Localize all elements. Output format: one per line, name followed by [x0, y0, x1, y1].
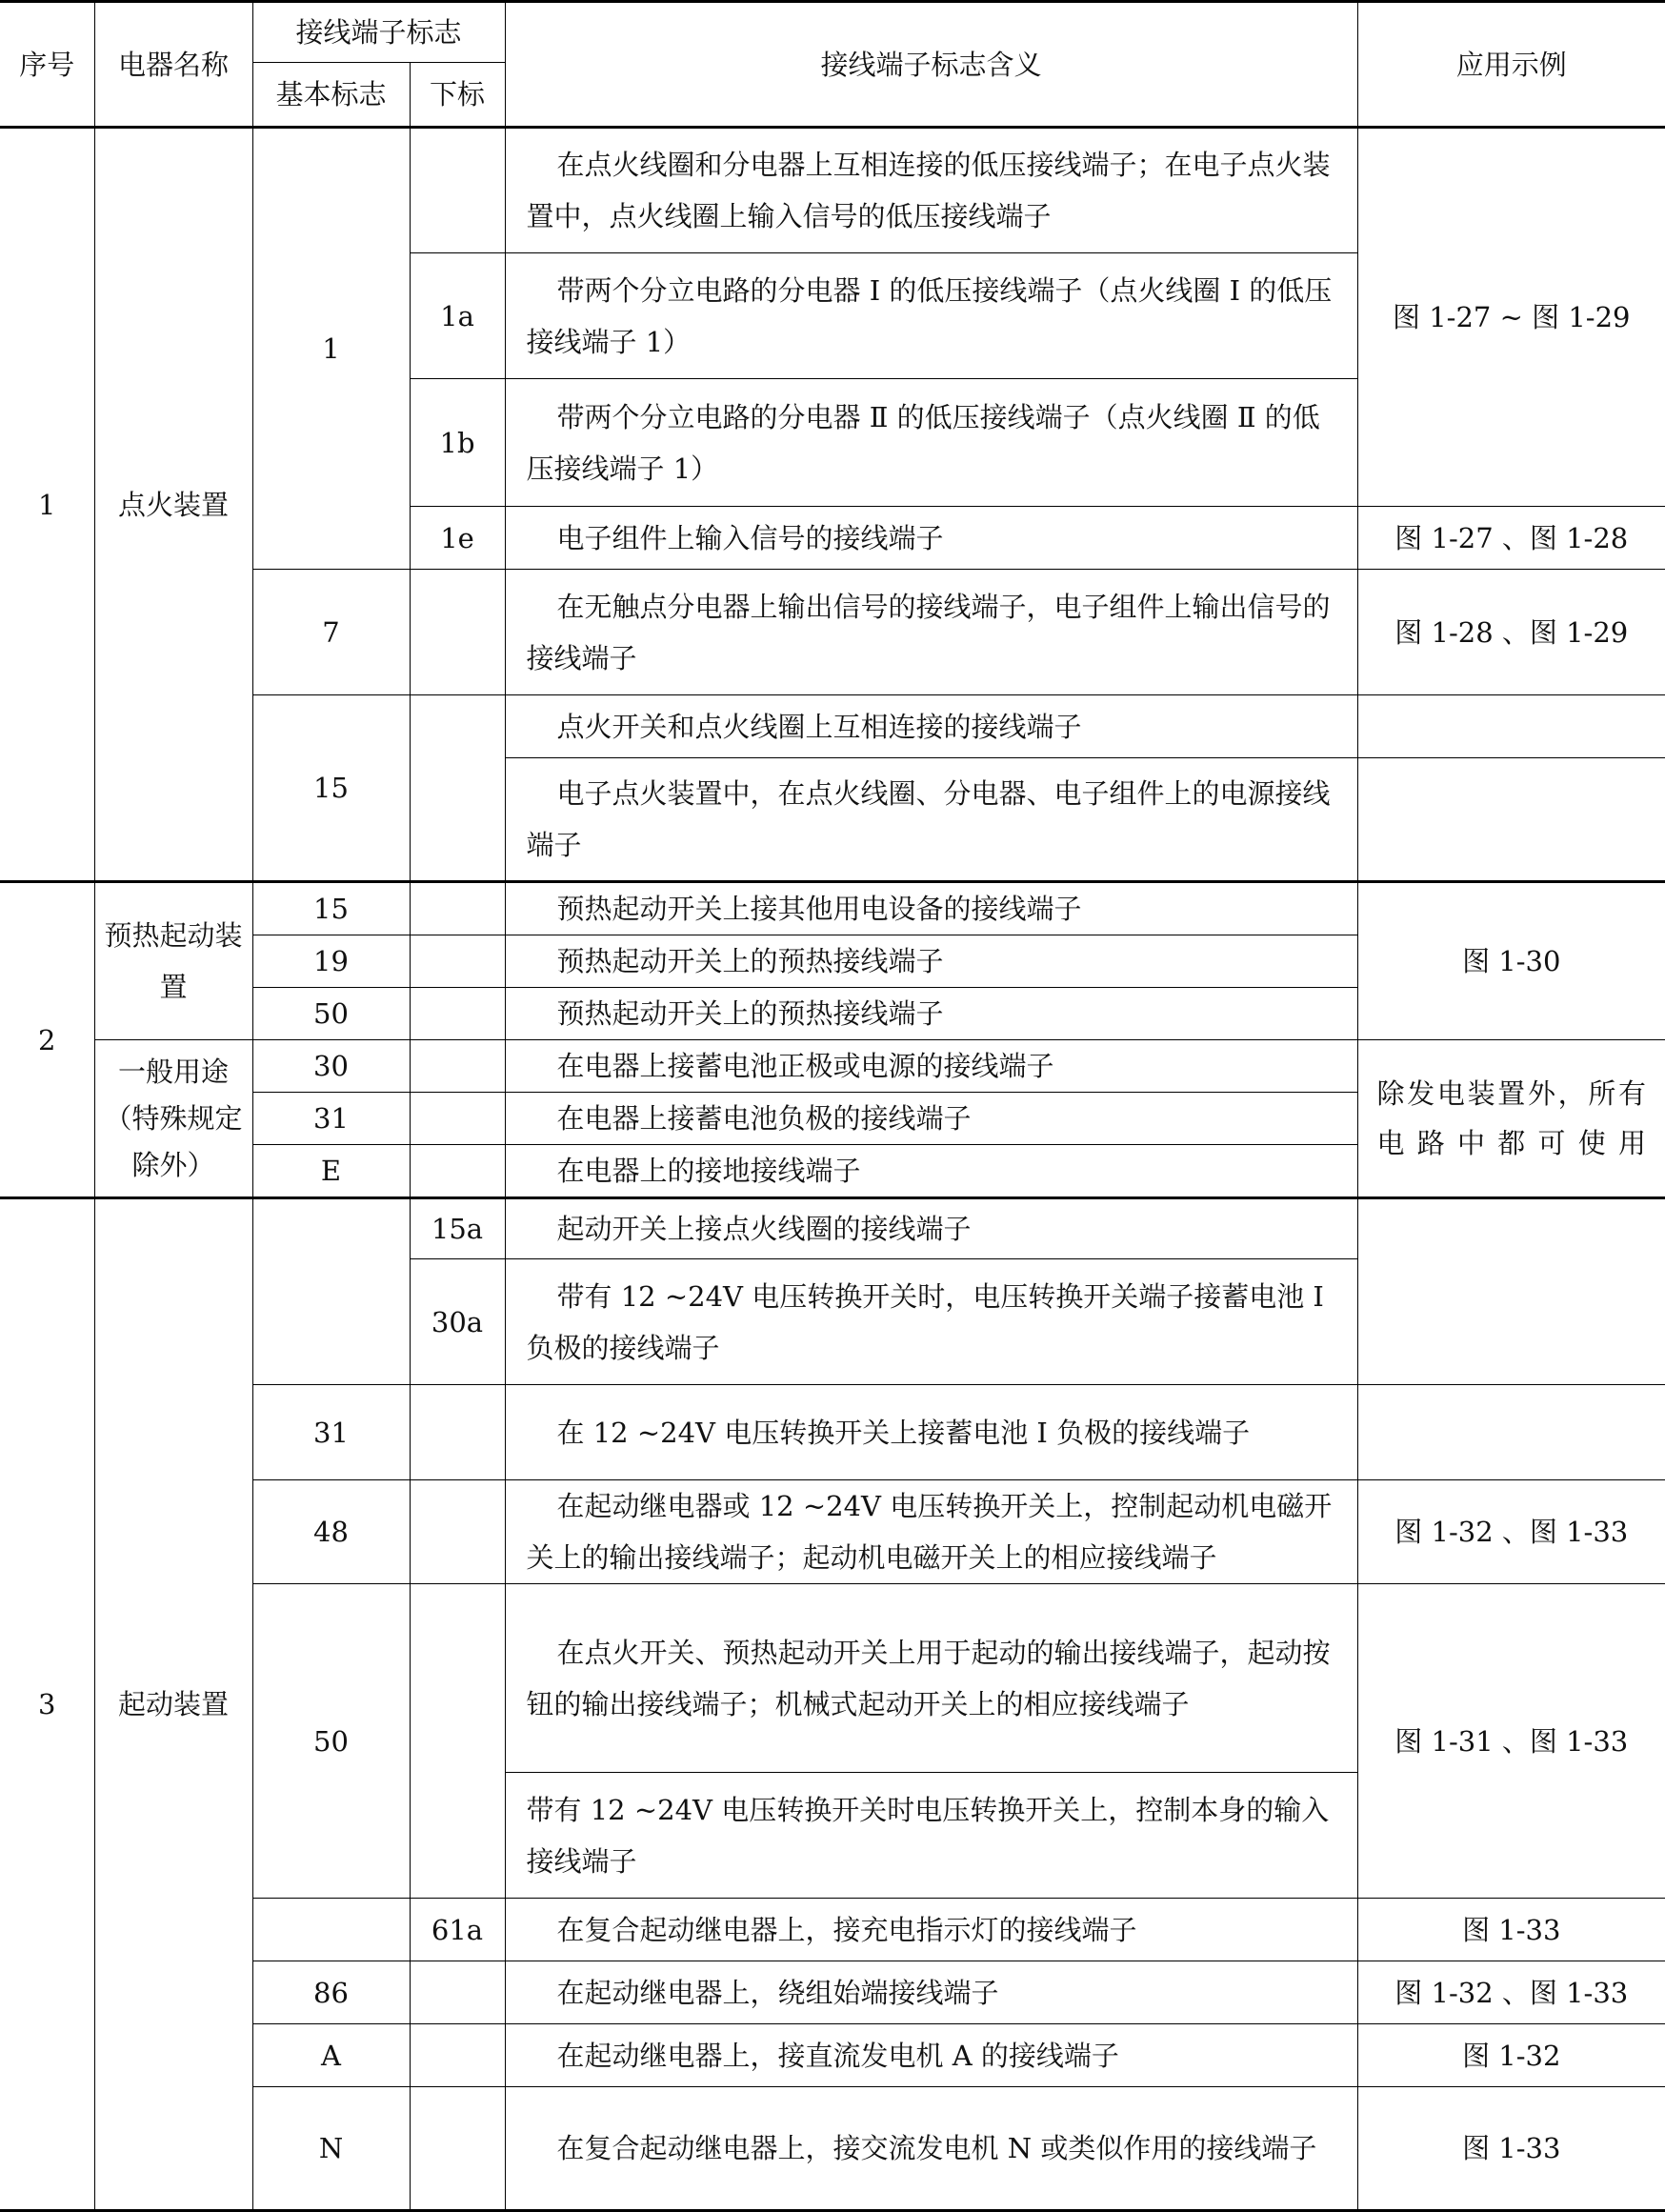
subscript: 61a: [410, 1899, 505, 1961]
header-terminal-group: 接线端子标志: [252, 2, 505, 63]
meaning-cell: 带两个分立电路的分电器 Ⅰ 的低压接线端子（点火线圈 Ⅰ 的低压接线端子 1）: [505, 253, 1357, 379]
example-cell: [1357, 695, 1665, 758]
basic-mark: 48: [252, 1480, 410, 1584]
basic-mark: 30: [252, 1040, 410, 1093]
example-cell: 图 1-30: [1357, 882, 1665, 1040]
meaning-cell: 在点火开关、预热起动开关上用于起动的输出接线端子，起动按钮的输出接线端子；机械式起动开关上的相应接线端子: [505, 1584, 1357, 1773]
basic-mark: 15: [252, 695, 410, 882]
basic-mark: 31: [252, 1093, 410, 1145]
device-name: 点火装置: [94, 128, 252, 882]
meaning-cell: 在起动继电器或 12 ~24V 电压转换开关上，控制起动机电磁开关上的输出接线端子；起动机电磁开关上的相应接线端子: [505, 1480, 1357, 1584]
header-subscript: 下标: [410, 63, 505, 128]
subscript: [410, 1385, 505, 1480]
example-cell: 图 1-32 、图 1-33: [1357, 1480, 1665, 1584]
meaning-cell: 在无触点分电器上输出信号的接线端子，电子组件上输出信号的接线端子: [505, 570, 1357, 695]
subscript: [410, 1480, 505, 1584]
example-cell: 图 1-33: [1357, 2087, 1665, 2211]
example-cell: 图 1-32: [1357, 2024, 1665, 2087]
meaning-cell: 带有 12 ~24V 电压转换开关时，电压转换开关端子接蓄电池 Ⅰ 负极的接线端子: [505, 1259, 1357, 1385]
meaning-cell: 在复合起动继电器上，接充电指示灯的接线端子: [505, 1899, 1357, 1961]
meaning-cell: 在电器上的接地接线端子: [505, 1145, 1357, 1198]
subscript: [410, 1093, 505, 1145]
basic-mark: 50: [252, 1584, 410, 1899]
subscript: 30a: [410, 1259, 505, 1385]
meaning-cell: 在电器上接蓄电池正极或电源的接线端子: [505, 1040, 1357, 1093]
section-index: 3: [0, 1198, 94, 2211]
basic-mark: 50: [252, 988, 410, 1040]
meaning-cell: 在复合起动继电器上，接交流发电机 N 或类似作用的接线端子: [505, 2087, 1357, 2211]
basic-mark: N: [252, 2087, 410, 2211]
meaning-cell: 点火开关和点火线圈上互相连接的接线端子: [505, 695, 1357, 758]
subscript: [410, 2024, 505, 2087]
subscript: [410, 2087, 505, 2211]
subscript: [410, 882, 505, 935]
example-cell: 图 1-31 、图 1-33: [1357, 1584, 1665, 1899]
subscript: 15a: [410, 1198, 505, 1259]
example-cell: 除发电装置外，所有电路中都可使用: [1357, 1040, 1665, 1198]
example-cell: [1357, 1385, 1665, 1480]
subscript: 1a: [410, 253, 505, 379]
section-index: 2: [0, 882, 94, 1198]
header-device-name: 电器名称: [94, 2, 252, 128]
meaning-cell: 在电器上接蓄电池负极的接线端子: [505, 1093, 1357, 1145]
subscript: [410, 695, 505, 882]
basic-mark: [252, 1899, 410, 1961]
example-cell: 图 1-28 、图 1-29: [1357, 570, 1665, 695]
header-meaning: 接线端子标志含义: [505, 2, 1357, 128]
meaning-cell: 预热起动开关上的预热接线端子: [505, 935, 1357, 988]
device-name: 起动装置: [94, 1198, 252, 2211]
basic-mark: 86: [252, 1961, 410, 2024]
basic-mark: 15: [252, 882, 410, 935]
example-cell: 图 1-27 ~ 图 1-29: [1357, 128, 1665, 507]
meaning-cell: 在起动继电器上，绕组始端接线端子: [505, 1961, 1357, 2024]
subscript: [410, 988, 505, 1040]
subscript: [410, 1040, 505, 1093]
meaning-cell: 电子组件上输入信号的接线端子: [505, 507, 1357, 570]
basic-mark: 31: [252, 1385, 410, 1480]
basic-mark: E: [252, 1145, 410, 1198]
subscript: [410, 1584, 505, 1899]
basic-mark: 1: [252, 128, 410, 570]
example-cell: 图 1-33: [1357, 1899, 1665, 1961]
basic-mark: 19: [252, 935, 410, 988]
meaning-cell: 带有 12 ~24V 电压转换开关时电压转换开关上，控制本身的输入接线端子: [505, 1773, 1357, 1899]
device-name: 一般用途（特殊规定除外）: [94, 1040, 252, 1198]
example-cell: [1357, 758, 1665, 882]
section-index: 1: [0, 128, 94, 882]
header-example: 应用示例: [1357, 2, 1665, 128]
meaning-cell: 带两个分立电路的分电器 Ⅱ 的低压接线端子（点火线圈 Ⅱ 的低压接线端子 1）: [505, 379, 1357, 507]
subscript: 1b: [410, 379, 505, 507]
basic-mark: 7: [252, 570, 410, 695]
basic-mark: [252, 1198, 410, 1385]
meaning-cell: 在起动继电器上，接直流发电机 A 的接线端子: [505, 2024, 1357, 2087]
example-cell: 图 1-27 、图 1-28: [1357, 507, 1665, 570]
meaning-cell: 在点火线圈和分电器上互相连接的低压接线端子；在电子点火装置中，点火线圈上输入信号的低压接线端子: [505, 128, 1357, 253]
meaning-cell: 电子点火装置中，在点火线圈、分电器、电子组件上的电源接线端子: [505, 758, 1357, 882]
subscript: 1e: [410, 507, 505, 570]
meaning-cell: 预热起动开关上的预热接线端子: [505, 988, 1357, 1040]
header-basic-mark: 基本标志: [252, 63, 410, 128]
device-name: 预热起动装置: [94, 882, 252, 1040]
subscript: [410, 570, 505, 695]
subscript: [410, 1145, 505, 1198]
subscript: [410, 1961, 505, 2024]
meaning-cell: 在 12 ~24V 电压转换开关上接蓄电池 Ⅰ 负极的接线端子: [505, 1385, 1357, 1480]
header-index: 序号: [0, 2, 94, 128]
subscript: [410, 935, 505, 988]
basic-mark: A: [252, 2024, 410, 2087]
subscript: [410, 128, 505, 253]
example-cell: [1357, 1198, 1665, 1385]
meaning-cell: 预热起动开关上接其他用电设备的接线端子: [505, 882, 1357, 935]
meaning-cell: 起动开关上接点火线圈的接线端子: [505, 1198, 1357, 1259]
example-cell: 图 1-32 、图 1-33: [1357, 1961, 1665, 2024]
